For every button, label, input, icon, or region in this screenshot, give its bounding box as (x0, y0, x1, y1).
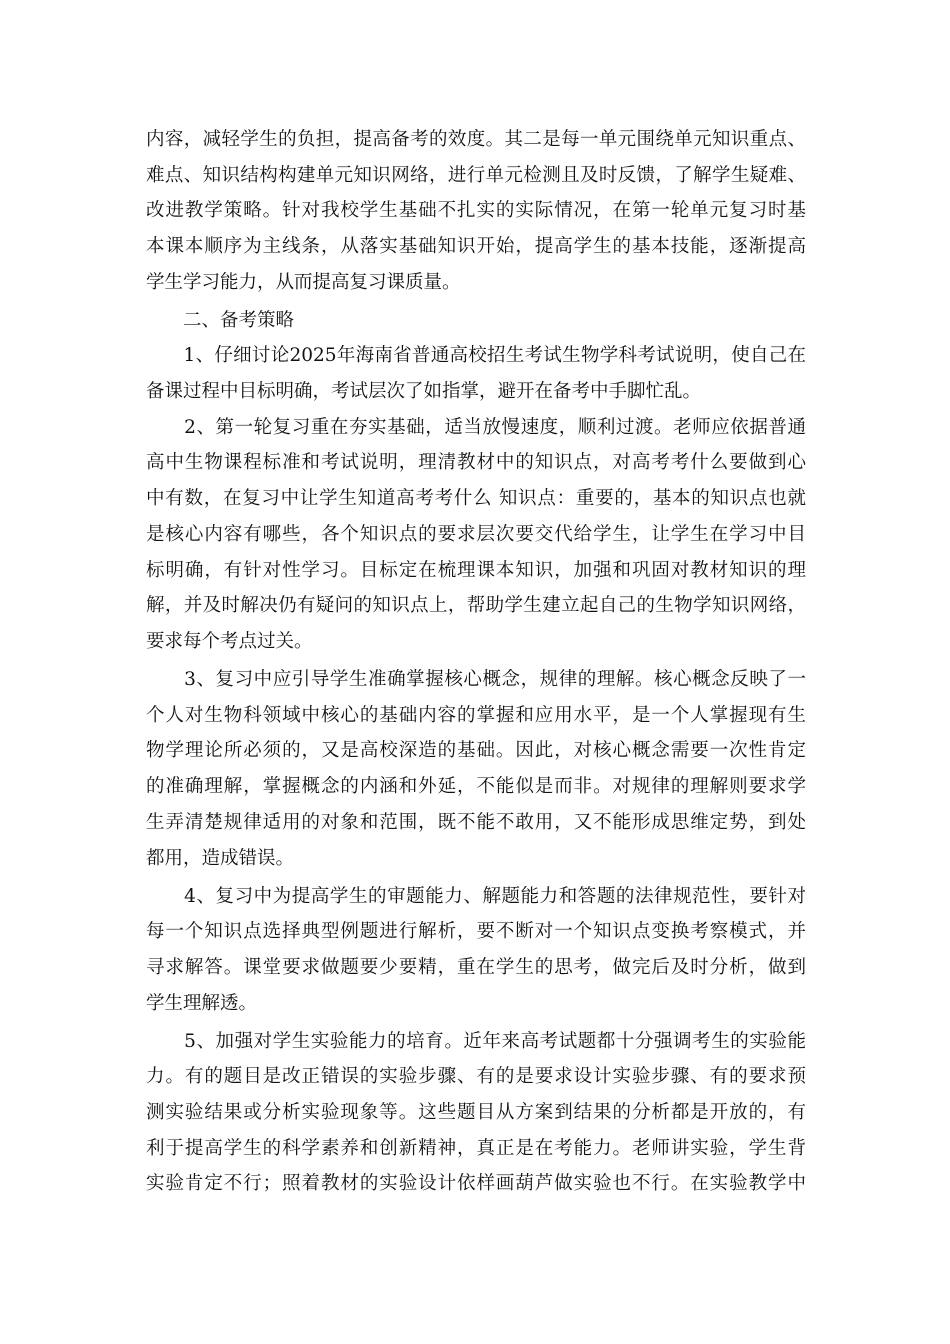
text-line: 力。有的题目是改正错误的实验步骤、有的是要求设计实验步骤、有的要求预 (146, 1066, 806, 1087)
text-line: 1、仔细讨论2025年海南省普通高校招生考试生物学科考试说明，使自己在 (146, 345, 806, 366)
text-line: 实验肯定不行；照着教材的实验设计依样画葫芦做实验也不行。在实验教学中 (146, 1173, 806, 1194)
text-line: 高中生物课程标准和考试说明，理清教材中的知识点，对高考考什么要做到心 (146, 452, 806, 473)
text-line: 本课本顺序为主线条，从落实基础知识开始，提高学生的基本技能，逐渐提高 (146, 236, 806, 257)
text-line: 个人对生物科领域中核心的基础内容的掌握和应用水平，是一个人掌握现有生 (146, 705, 806, 726)
text-line: 物学理论所必须的，又是高校深造的基础。因此，对核心概念需要一次性肯定 (146, 740, 806, 761)
text-line: 4、复习中为提高学生的审题能力、解题能力和答题的法律规范性，要针对 (146, 886, 806, 907)
text-line: 学生理解透。 (146, 993, 258, 1014)
text-line: 难点、知识结构构建单元知识网络，进行单元检测且及时反馈，了解学生疑难、 (146, 165, 806, 186)
text-line: 改进教学策略。针对我校学生基础不扎实的实际情况，在第一轮单元复习时基 (146, 200, 806, 221)
text-line: 都用，造成错误。 (146, 848, 295, 869)
text-line: 是核心内容有哪些，各个知识点的要求层次要交代给学生，让学生在学习中目 (146, 524, 806, 545)
section-heading: 二、备考策略 (146, 310, 295, 331)
text-line: 中有数，在复习中让学生知道高考考什么 知识点：重要的，基本的知识点也就 (146, 488, 806, 509)
text-line: 学生学习能力，从而提高复习课质量。 (146, 272, 461, 293)
text-line: 5、加强对学生实验能力的培育。近年来高考试题都十分强调考生的实验能 (146, 1031, 806, 1052)
text-line: 2、第一轮复习重在夯实基础，适当放慢速度，顺利过渡。老师应依据普通 (146, 417, 806, 438)
text-line: 解，并及时解决仍有疑问的知识点上，帮助学生建立起自己的生物学知识网络， (146, 595, 806, 616)
text-line: 3、复习中应引导学生准确掌握核心概念，规律的理解。核心概念反映了一 (146, 669, 806, 690)
text-line: 生弄清楚规律适用的对象和范围，既不能不敢用，又不能形成思维定势，到处 (146, 812, 806, 833)
text-line: 内容，减轻学生的负担，提高备考的效度。其二是每一单元围绕单元知识重点、 (146, 129, 806, 150)
text-line: 寻求解答。课堂要求做题要少要精，重在学生的思考，做完后及时分析，做到 (146, 957, 806, 978)
text-line: 备课过程中目标明确，考试层次了如指掌，避开在备考中手脚忙乱。 (146, 381, 702, 402)
text-line: 的准确理解，掌握概念的内涵和外延，不能似是而非。对规律的理解则要求学 (146, 776, 806, 797)
text-line: 测实验结果或分析实验现象等。这些题目从方案到结果的分析都是开放的，有 (146, 1102, 806, 1123)
text-line: 利于提高学生的科学素养和创新精神，真正是在考能力。老师讲实验，学生背 (146, 1138, 806, 1159)
text-line: 每一个知识点选择典型例题进行解析，要不断对一个知识点变换考察模式，并 (146, 921, 806, 942)
text-line: 标明确，有针对性学习。目标定在梳理课本知识，加强和巩固对教材知识的理 (146, 560, 806, 581)
text-line: 要求每个考点过关。 (146, 631, 313, 652)
